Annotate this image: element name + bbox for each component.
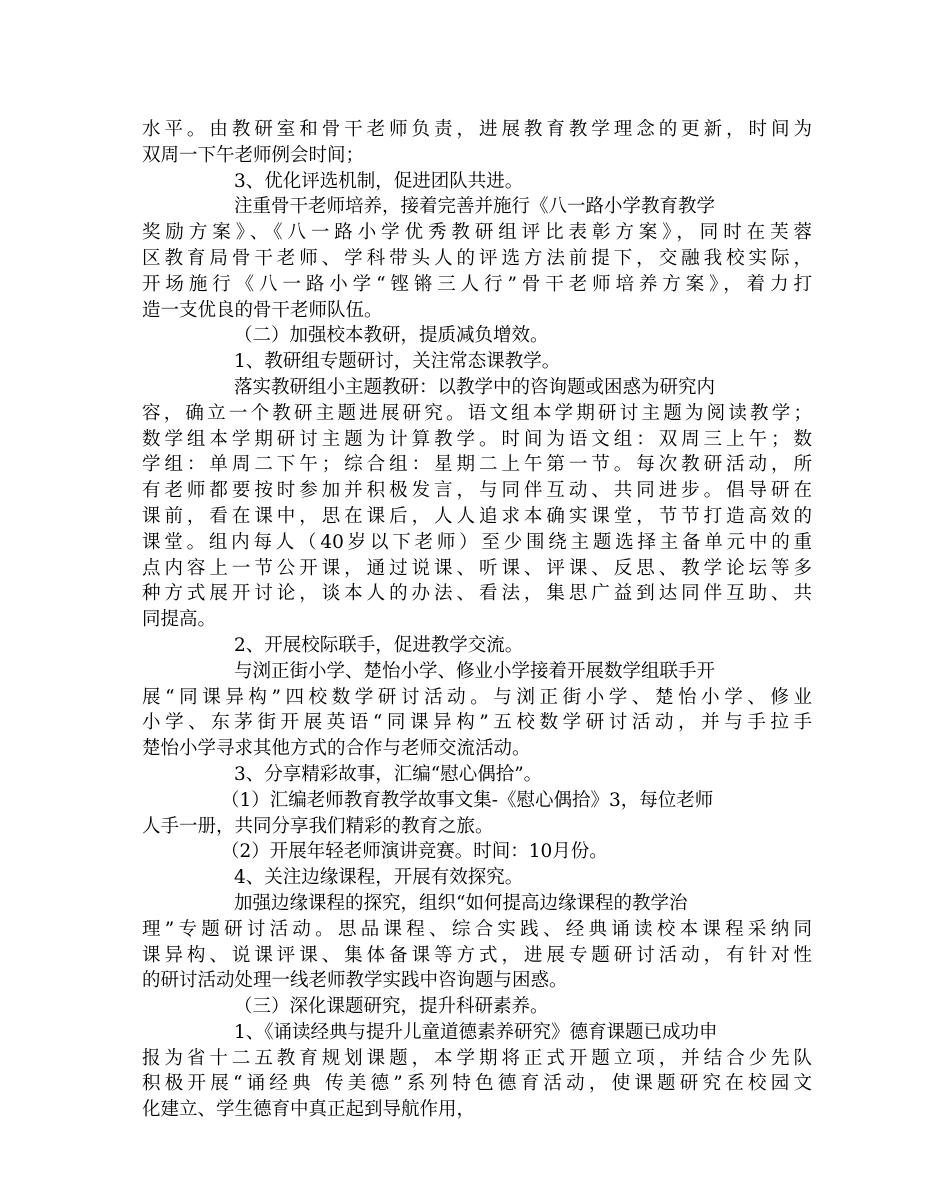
section-heading [142, 633, 812, 659]
text-line: 开场施行《八一路小学“铿锵三人行”骨干老师培养方案》，着力打 [142, 273, 812, 295]
text-line: 水平。由教研室和骨干老师负责，进展教育教学理念的更新，时间为 [142, 119, 812, 140]
text-line: 课前，看在课中，思在课后，人人追求本确实课堂，节节打造高效的 [142, 505, 812, 527]
text-line: 化建立、学生德育中真正起到导航作用， [142, 1099, 476, 1121]
paragraph [142, 117, 812, 169]
section-heading [142, 994, 812, 1020]
text-line: 展“同课异构”四校数学研讨活动。与浏正街小学、楚怡小学、修业 [142, 686, 812, 708]
text-line: （二）加强校本教研，提质减负增效。 [234, 325, 549, 347]
text-line: 双周一下午老师例会时间； [142, 144, 365, 166]
text-line: 2、开展校际联手，促进教学交流。 [234, 634, 524, 656]
section-heading [142, 865, 812, 891]
text-line: 学组：单周二下午；综合组：星期二上午第一节。每次教研活动，所 [142, 454, 812, 476]
text-line: 加强边缘课程的探究，组织“如何提高边缘课程的教学治 [234, 892, 688, 914]
text-line: 课堂。组内每人（40岁以下老师）至少围绕主题选择主备单元中的重 [142, 531, 812, 553]
paragraph [142, 891, 812, 994]
paragraph [142, 788, 812, 840]
paragraph [142, 375, 812, 633]
text-line: 课异构、说课评课、集体备课等方式，进展专题研讨活动，有针对性 [142, 944, 812, 966]
text-line: 1、《诵读经典与提升儿童道德素养研究》德育课题已成功申 [234, 1021, 718, 1043]
text-line: 数学组本学期研讨主题为计算教学。时间为语文组：双周三上午；数 [142, 428, 812, 450]
section-heading [142, 169, 812, 195]
text-line: 楚怡小学寻求其他方式的合作与老师交流活动。 [142, 738, 531, 760]
text-line: （2）开展年轻老师演讲竞赛。时间：10月份。 [221, 841, 608, 863]
text-line: 积极开展“诵经典 传美德”系列特色德育活动，使课题研究在校园文 [142, 1073, 812, 1095]
paragraph [142, 659, 812, 762]
text-line: 注重骨干老师培养，接着完善并施行《八一路小学教育教学 [234, 196, 716, 218]
paragraph [142, 1020, 812, 1123]
text-line: 4、关注边缘课程，开展有效探究。 [234, 867, 524, 889]
section-heading [142, 323, 812, 349]
paragraph [142, 194, 812, 323]
text-line: （1）汇编老师教育教学故事文集-《慰心偶拾》3，每位老师 [221, 789, 714, 811]
text-line: 人手一册，共同分享我们精彩的教育之旅。 [142, 815, 494, 837]
text-line: 同提高。 [142, 609, 217, 631]
text-line: 3、分享精彩故事，汇编“慰心偶拾”。 [234, 763, 543, 785]
text-line: 落实教研组小主题教研：以教学中的咨询题或困惑为研究内 [234, 376, 716, 398]
text-line: 小学、东茅街开展英语“同课异构”五校数学研讨活动，并与手拉手 [142, 712, 812, 734]
text-line: 点内容上一节公开课，通过说课、听课、评课、反思、教学论坛等多 [142, 557, 812, 579]
text-line: 奖励方案》、《八一路小学优秀教研组评比表彰方案》，同时在芙蓉 [142, 222, 812, 244]
text-line: 与浏正街小学、楚怡小学、修业小学接着开展数学组联手开 [234, 660, 716, 682]
text-line: 报为省十二五教育规划课题，本学期将正式开题立项，并结合少先队 [142, 1047, 812, 1069]
text-line: 容，确立一个教研主题进展研究。语文组本学期研讨主题为阅读教学； [142, 402, 812, 424]
text-line: 3、优化评选机制，促进团队共进。 [234, 170, 524, 192]
text-line: 的研讨活动处理一线老师教学实践中咨询题与困惑。 [142, 970, 568, 992]
text-line: 造一支优良的骨干老师队伍。 [142, 299, 383, 321]
document-body-text [142, 117, 812, 1123]
text-line: 有老师都要按时参加并积极发言，与同伴互动、共同进步。倡导研在 [142, 480, 812, 502]
text-line: （三）深化课题研究，提升科研素养。 [234, 996, 549, 1018]
section-heading [142, 349, 812, 375]
text-line: 种方式展开讨论，谈本人的办法、看法，集思广益到达同伴互助、共 [142, 583, 812, 605]
paragraph [142, 839, 812, 865]
text-line: 理”专题研讨活动。思品课程、综合实践、经典诵读校本课程采纳同 [142, 918, 812, 940]
text-line: 1、教研组专题研讨，关注常态课教学。 [234, 351, 561, 373]
section-heading [142, 762, 812, 788]
text-line: 区教育局骨干老师、学科带头人的评选方法前提下，交融我校实际， [142, 247, 812, 269]
